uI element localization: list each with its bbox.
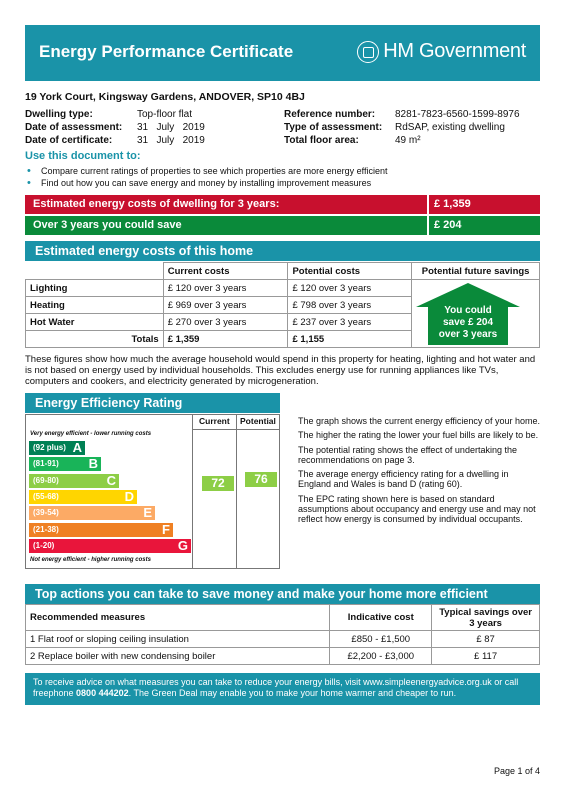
potential-rating-marker: 76	[245, 472, 277, 487]
details-row	[25, 135, 540, 148]
assessment-type-label: Type of assessment:	[284, 122, 383, 133]
table-header-row	[26, 263, 540, 280]
band-letter: C	[106, 472, 116, 488]
rating-band-f	[29, 523, 173, 537]
header-cell: Indicative cost	[330, 605, 432, 631]
measure-cost: £850 - £1,500	[330, 631, 432, 648]
potential-cost: £ 237 over 3 years	[288, 314, 412, 331]
crest-icon	[357, 41, 379, 63]
top-note: Very energy efficient - lower running costs	[30, 431, 152, 437]
use-heading: Use this document to:	[25, 150, 141, 162]
total-current: £ 1,359	[163, 331, 288, 348]
measure: 2 Replace boiler with new condensing boiler	[26, 648, 330, 665]
savings-line: save £ 204	[442, 317, 494, 328]
current-cost: £ 270 over 3 years	[163, 314, 288, 331]
reference-label: Reference number:	[284, 109, 376, 120]
header-cell: Typical savings over 3 years	[432, 605, 540, 631]
advice-text-end: . The Green Deal may enable you to make your home warmer and cheaper to run.	[128, 688, 457, 698]
band-letter: G	[177, 537, 188, 553]
band-letter: E	[143, 505, 152, 521]
rating-text: The higher the rating the lower your fuel bills are likely to be.	[298, 430, 539, 441]
actions-table	[25, 604, 540, 665]
rating-heading: Energy Efficiency Rating	[25, 393, 280, 413]
rating-band-a	[29, 441, 85, 455]
bottom-note: Not energy efficient - higher running costs	[30, 557, 151, 563]
gov-label: HM Government	[383, 40, 526, 62]
rating-text: The average energy efficiency rating for a dwelling in England and Wales is band D (rating 60).	[298, 469, 509, 490]
measure-saving: £ 87	[432, 631, 540, 648]
rating-band-b	[29, 457, 101, 471]
band-letter: B	[88, 456, 98, 472]
assessment-type-value: RdSAP, existing dwelling	[395, 122, 505, 133]
advice-text: To receive advice on what measures you can take to reduce your energy bills, visit www.simpleenergyadvice.org.uk or call freephone	[33, 677, 519, 698]
efficiency-chart	[25, 414, 280, 569]
rating-text: The potential rating shows the effect of undertaking the recommendations on page 3.	[298, 444, 517, 465]
savings-arrow-text	[416, 305, 520, 341]
header-cell	[26, 263, 164, 280]
header-cell: Recommended measures	[26, 605, 330, 631]
rating-band-g	[29, 539, 191, 553]
savings-line: over 3 years	[438, 329, 498, 340]
row-name: Hot Water	[26, 314, 164, 331]
estimated-cost-label: Estimated energy costs of dwelling for 3 years:	[33, 198, 280, 210]
potential-column	[236, 415, 280, 568]
header-cell: Potential future savings	[412, 263, 540, 280]
rating-text: The EPC rating shown here is based on standard assumptions about occupancy and energy use and may not reflect how energy is consumed by individual occupants.	[298, 493, 536, 525]
savings-arrow	[416, 283, 520, 345]
table-row	[26, 631, 540, 648]
certificate-date-value: 31 July 2019	[137, 135, 205, 146]
certificate-header	[25, 25, 540, 81]
advice-phone: 0800 444202	[76, 688, 129, 698]
hm-government-logo	[357, 40, 526, 63]
details-row	[25, 109, 540, 122]
totals-label: Totals	[26, 331, 164, 348]
rating-explanation	[298, 416, 543, 529]
estimated-cost-banner	[25, 195, 540, 214]
measure-cost: £2,200 - £3,000	[330, 648, 432, 665]
header-cell: Current costs	[163, 263, 288, 280]
costs-heading: Estimated energy costs of this home	[25, 241, 540, 261]
row-name: Heating	[26, 297, 164, 314]
potential-header: Potential	[240, 416, 276, 426]
measure-saving: £ 117	[432, 648, 540, 665]
savings-label: Over 3 years you could save	[33, 219, 182, 231]
use-bullets	[25, 166, 388, 190]
band-range: (39-54)	[33, 508, 59, 518]
band-range: (55-68)	[33, 491, 59, 501]
page-title: Energy Performance Certificate	[39, 42, 294, 61]
total-potential: £ 1,155	[288, 331, 412, 348]
current-cost: £ 969 over 3 years	[163, 297, 288, 314]
table-row	[26, 648, 540, 665]
rating-band-e	[29, 506, 155, 520]
current-header: Current	[199, 416, 230, 426]
bullet-item: • Find out how you can save energy and money by installing improvement measures	[25, 178, 388, 190]
advice-box	[25, 673, 540, 705]
page-number: Page 1 of 4	[493, 766, 540, 776]
savings-banner	[25, 216, 540, 235]
reference-value: 8281-7823-6560-1599-8976	[395, 109, 520, 120]
bullet-item: • Compare current ratings of properties to see which properties are more energy efficient	[25, 166, 388, 178]
potential-cost: £ 120 over 3 years	[288, 280, 412, 297]
assessment-date-value: 31 July 2019	[137, 122, 205, 133]
floor-area-value: 49 m²	[395, 135, 421, 146]
header-cell: Potential costs	[288, 263, 412, 280]
dwelling-type-label: Dwelling type:	[25, 109, 93, 120]
savings-line: You could	[444, 305, 492, 316]
rating-band-d	[29, 490, 137, 504]
dwelling-type-value: Top-floor flat	[137, 109, 193, 120]
floor-area-label: Total floor area:	[284, 135, 359, 146]
band-letter: A	[72, 440, 82, 455]
property-address: 19 York Court, Kingsway Gardens, ANDOVER, SP10 4BJ	[25, 91, 305, 103]
potential-cost: £ 798 over 3 years	[288, 297, 412, 314]
band-range: (1-20)	[33, 540, 55, 550]
rating-band-c	[29, 474, 119, 488]
actions-heading: Top actions you can take to save money and make your home more efficient	[25, 584, 540, 604]
band-letter: D	[124, 488, 134, 504]
row-name: Lighting	[26, 280, 164, 297]
band-range: (81-91)	[33, 459, 59, 469]
current-cost: £ 120 over 3 years	[163, 280, 288, 297]
measure: 1 Flat roof or sloping ceiling insulation	[26, 631, 330, 648]
current-column	[192, 415, 236, 568]
band-range: (21-38)	[33, 524, 59, 534]
table-header-row	[26, 605, 540, 631]
current-rating-marker: 72	[202, 476, 234, 491]
band-range: (92 plus)	[33, 443, 66, 452]
assessment-date-label: Date of assessment:	[25, 122, 123, 133]
estimated-cost-value: £ 1,359	[427, 195, 540, 214]
certificate-date-label: Date of certificate:	[25, 135, 113, 146]
band-letter: F	[162, 521, 170, 537]
savings-value: £ 204	[427, 216, 540, 235]
band-range: (69-80)	[33, 475, 59, 485]
rating-text: The graph shows the current energy efficiency of your home.	[298, 416, 540, 426]
details-row	[25, 122, 540, 135]
costs-explanation: These figures show how much the average household would spend in this property for heating, lighting and hot water and is not based on energy used by individual households. This excludes energy use for running appliances like TVs, computers and cookers, and electricity generated by microgeneration.	[25, 354, 536, 387]
